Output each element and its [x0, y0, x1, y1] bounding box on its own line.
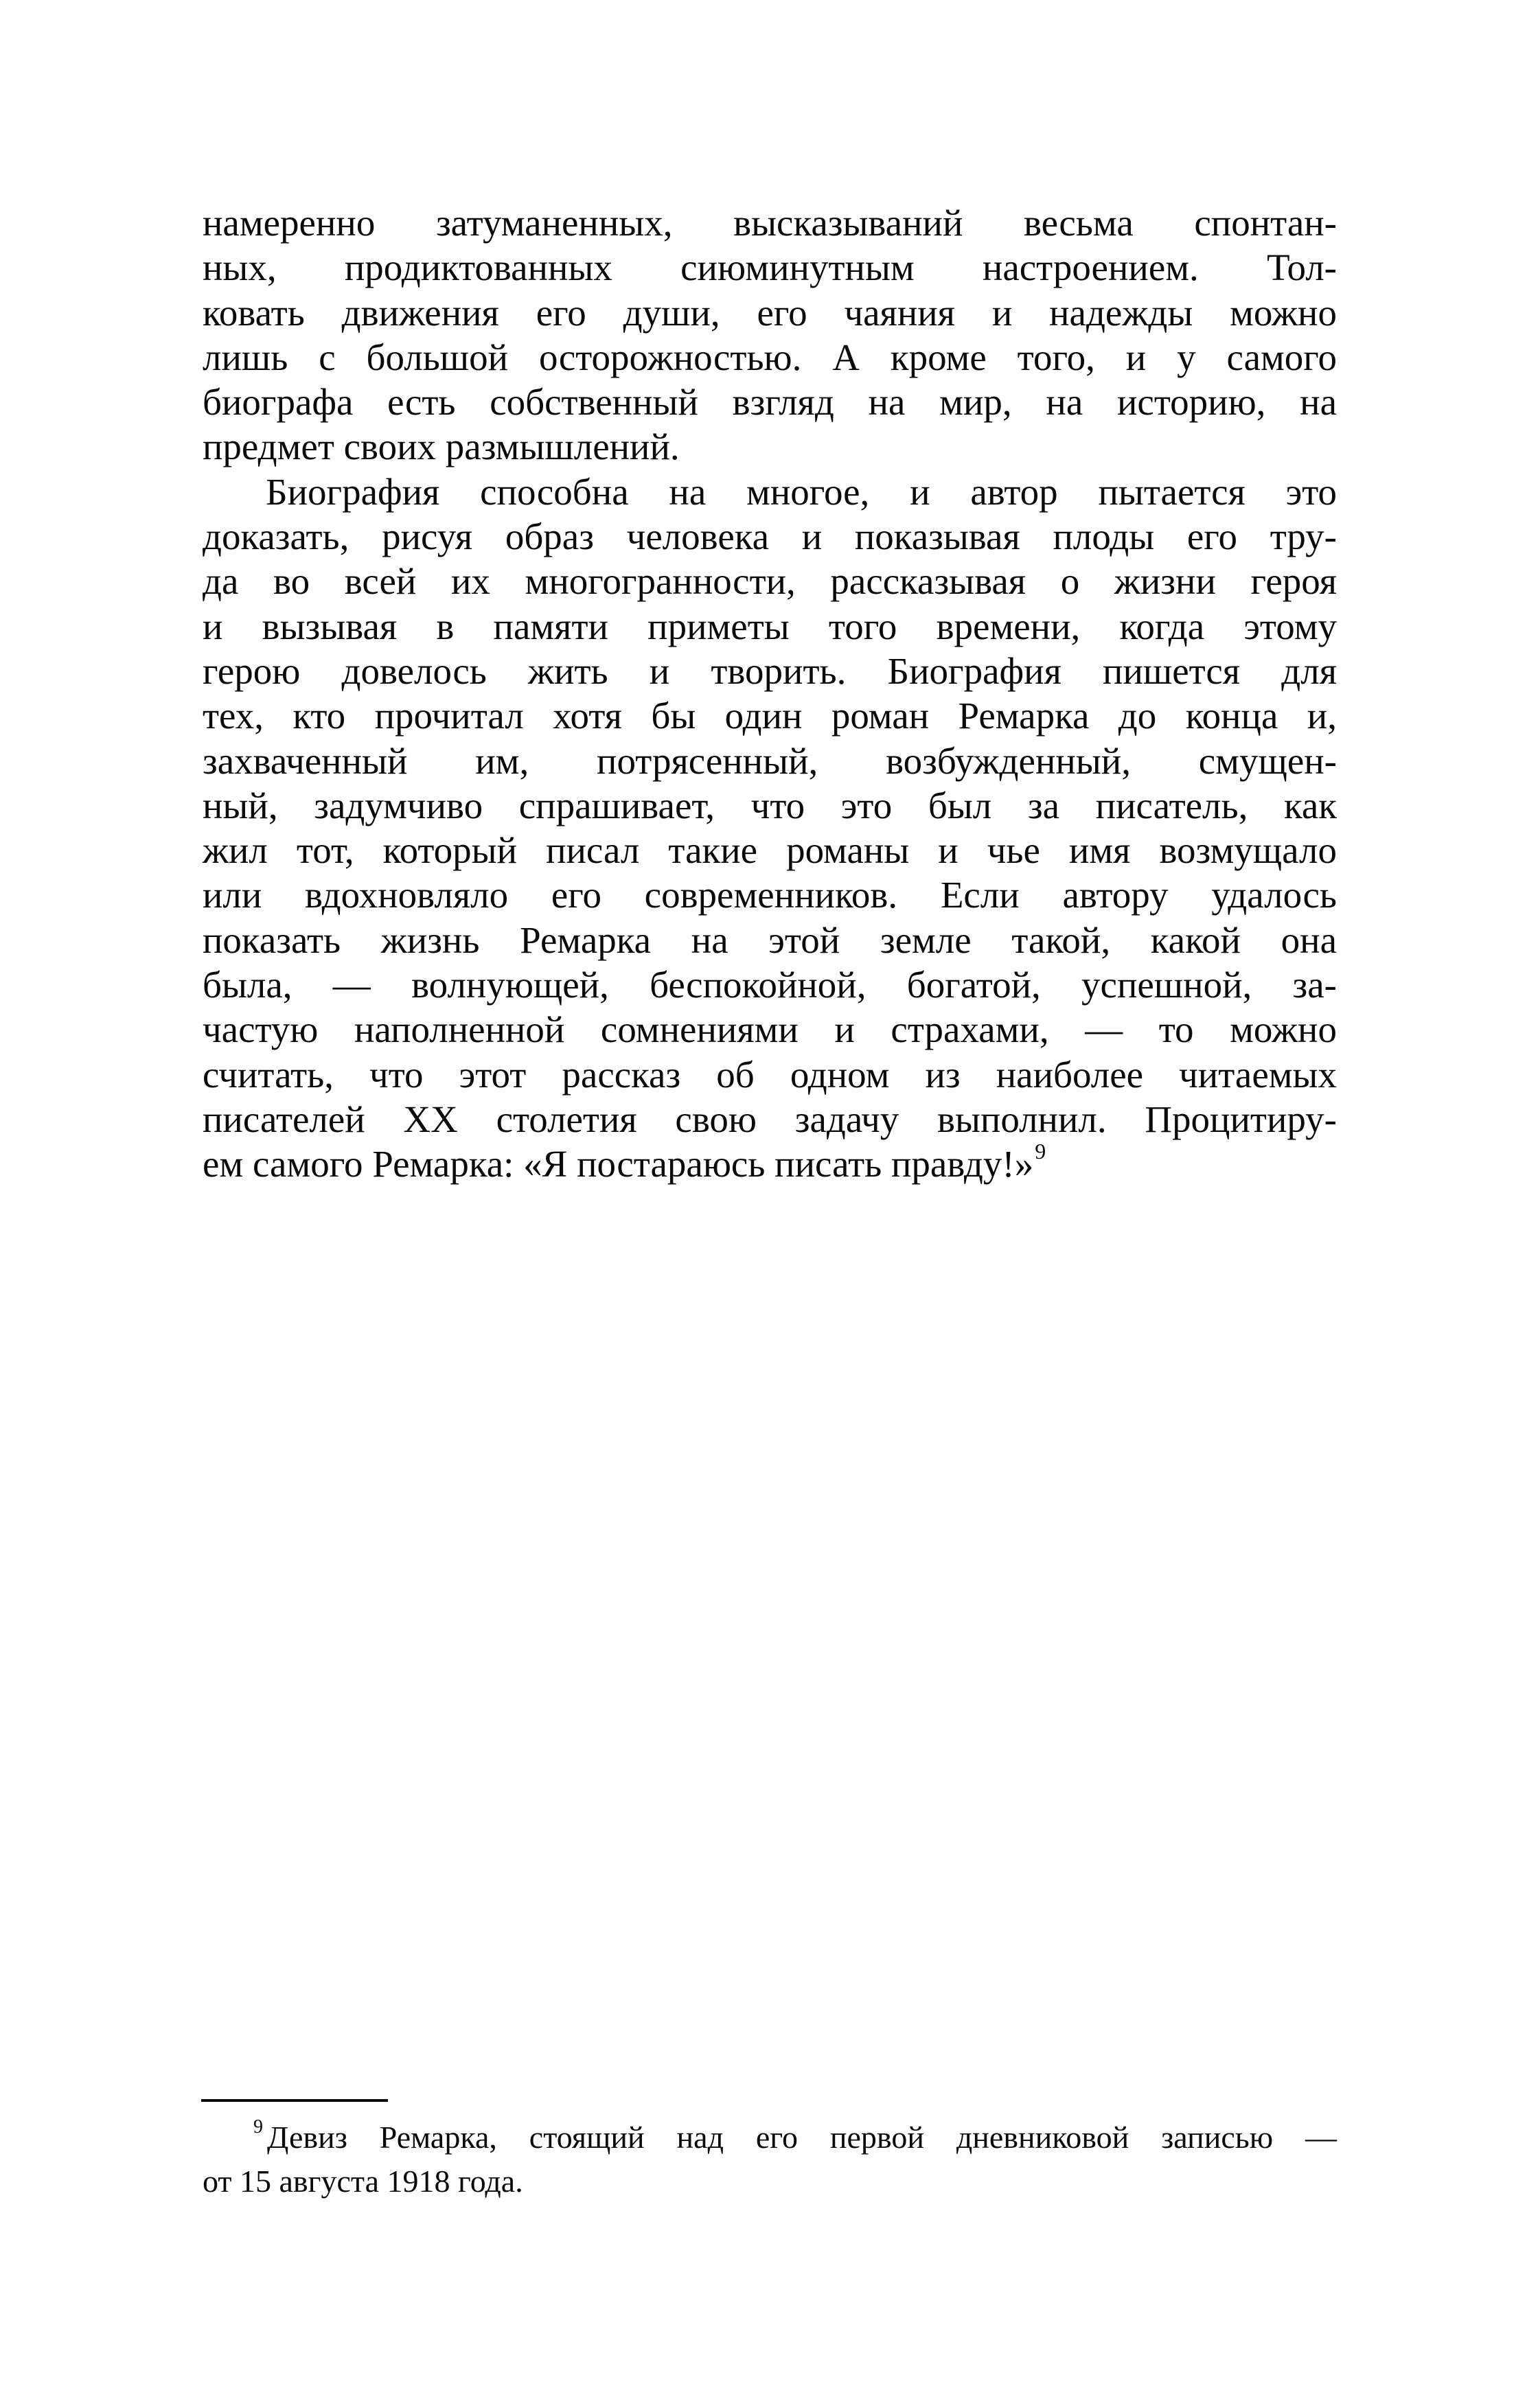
- text-line: доказать, рисуя образ человека и показывая плоды его тру-: [203, 516, 1337, 558]
- footnote-line: [203, 2116, 1337, 2160]
- footnote-number: 9: [253, 2116, 263, 2138]
- paragraph-2: [203, 470, 1337, 1187]
- text-line: захваченный им, потрясенный, возбужденный, смущен-: [203, 739, 1337, 782]
- text-line: и вызывая в памяти приметы того времени, когда этому: [203, 605, 1337, 647]
- text-line: показать жизнь Ремарка на этой земле такой, какой она: [203, 918, 1337, 961]
- main-text: [203, 200, 1337, 1187]
- text-line: ных, продиктованных сиюминутным настроением. Тол-: [203, 246, 1337, 289]
- text-line: биографа есть собственный взгляд на мир, на историю, на: [203, 381, 1337, 424]
- footnote-line: от 15 августа 1918 года.: [203, 2164, 523, 2199]
- text-line: да во всей их многогранности, рассказывая о жизни героя: [203, 560, 1337, 603]
- text-line: ковать движения его души, его чаяния и надежды можно: [203, 291, 1337, 334]
- text-line: Биография способна на многое, и автор пытается это: [266, 470, 1337, 513]
- text-line: жил тот, который писал такие романы и чье имя возмущало: [203, 829, 1337, 872]
- text-line: герою довелось жить и творить. Биография пишется для: [203, 649, 1337, 692]
- text-line-final: [203, 1139, 1337, 1186]
- text-line: предмет своих размышлений.: [203, 426, 680, 468]
- text-line: была, — волнующей, беспокойной, богатой, успешной, за-: [203, 964, 1337, 1006]
- text-line: намеренно затуманенных, высказываний весьма спонтан-: [203, 202, 1337, 244]
- footnote-text: Девиз Ремарка, стоящий над его первой дневниковой записью —: [267, 2120, 1337, 2155]
- text-line: считать, что этот рассказ об одном из наиболее читаемых: [203, 1053, 1337, 1096]
- footnote: [203, 2116, 1337, 2203]
- text-line: или вдохновляло его современников. Если автору удалось: [203, 874, 1337, 916]
- text-line: писателей XX столетия свою задачу выполнил. Процитиру-: [203, 1098, 1337, 1140]
- text-line: ный, задумчиво спрашивает, что это был за писатель, как: [203, 784, 1337, 826]
- footnote-divider: [201, 2099, 388, 2102]
- paragraph-1: [203, 200, 1337, 470]
- text-line-content: ем самого Ремарка: «Я постараюсь писать правду!»: [203, 1143, 1034, 1185]
- text-line: частую наполненной сомнениями и страхами, — то можно: [203, 1008, 1337, 1051]
- text-line: тех, кто прочитал хотя бы один роман Ремарка до конца и,: [203, 695, 1337, 737]
- footnote-reference[interactable]: 9: [1035, 1139, 1046, 1164]
- text-line: лишь с большой осторожностью. А кроме того, и у самого: [203, 336, 1337, 378]
